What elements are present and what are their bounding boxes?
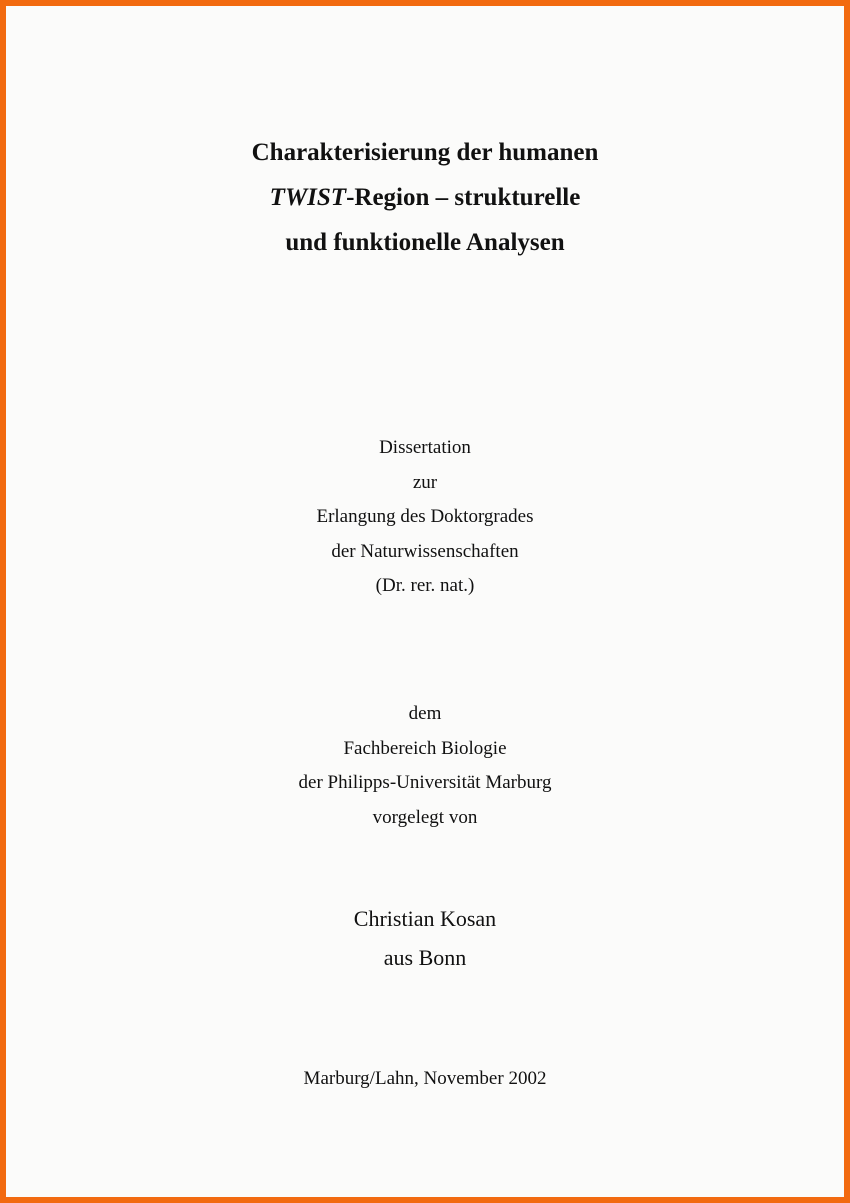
submission-statement xyxy=(6,697,844,835)
submission-line: dem xyxy=(408,703,442,724)
title-line-2 xyxy=(6,175,844,220)
place-date: Marburg/Lahn, November 2002 xyxy=(303,1068,547,1089)
thesis-title xyxy=(6,130,844,265)
title-gene-name: TWIST xyxy=(269,184,347,211)
submission-line: vorgelegt von xyxy=(372,806,478,828)
dissertation-statement xyxy=(6,431,844,604)
dissertation-line: der Naturwissenschaften xyxy=(331,540,519,562)
dissertation-line: Erlangung des Doktorgrades xyxy=(316,506,534,527)
title-line-2-rest: -Region – strukturelle xyxy=(346,184,581,211)
dissertation-line: zur xyxy=(412,471,438,493)
dissertation-line: Dissertation xyxy=(379,437,471,458)
submission-line: Fachbereich Biologie xyxy=(343,737,507,759)
author-origin: aus Bonn xyxy=(383,945,467,970)
author-block xyxy=(6,899,844,977)
submission-line: der Philipps-Universität Marburg xyxy=(298,772,552,793)
title-line-1: Charakterisierung der humanen xyxy=(251,139,599,166)
author-name: Christian Kosan xyxy=(353,906,497,931)
dissertation-line: (Dr. rer. nat.) xyxy=(375,575,475,596)
title-page xyxy=(6,6,844,1197)
title-line-3: und funktionelle Analysen xyxy=(285,229,565,256)
